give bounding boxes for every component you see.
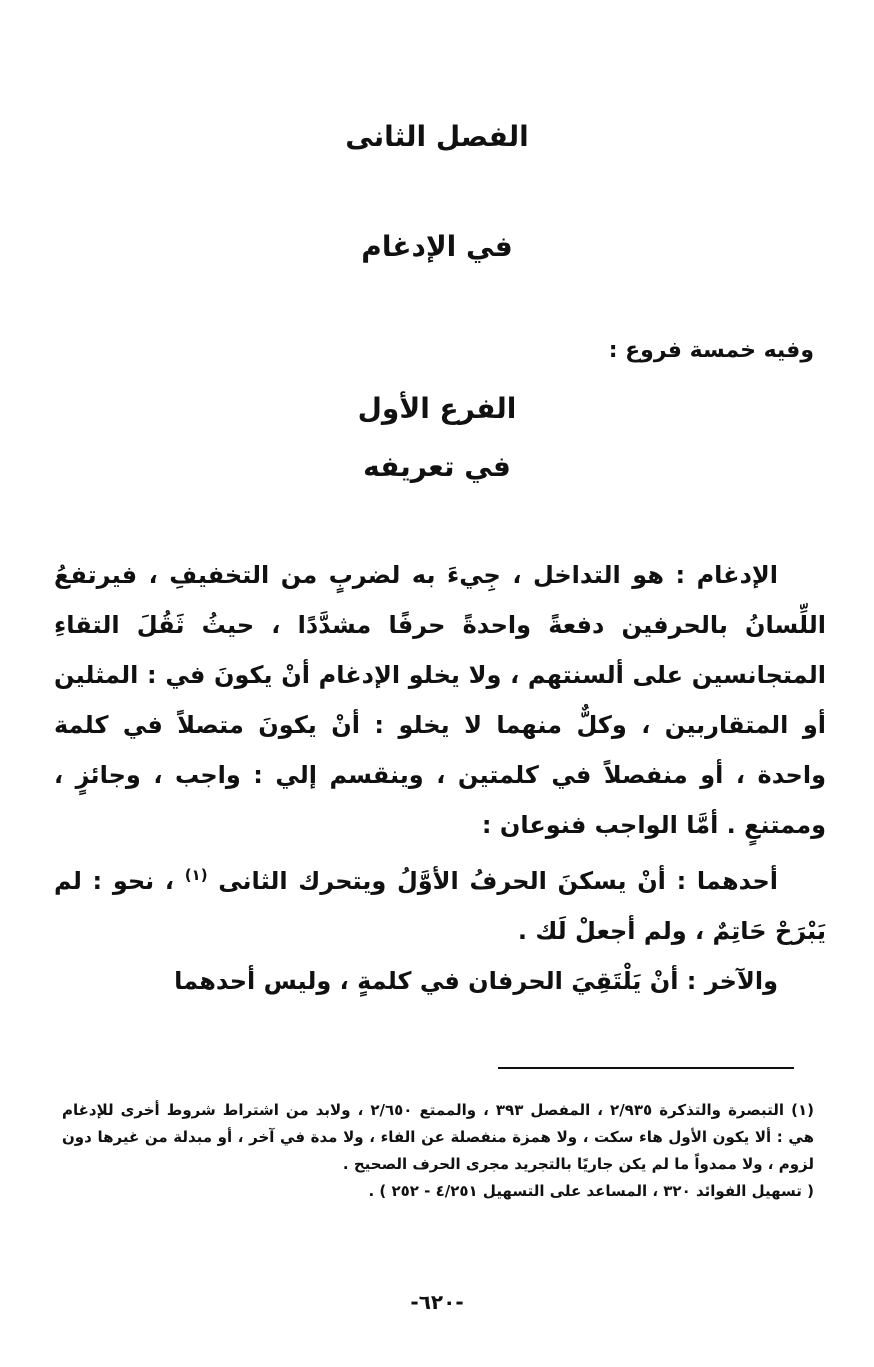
paragraph-first-type	[54, 850, 826, 956]
paragraph-second-type: والآخر : أنْ يَلْتَقِيَ الحرفان في كلمةٍ ، وليس أحدهما	[174, 967, 778, 995]
first-type-example: ، نحو : لم يَبْرَحْ حَاتِمٌ ، ولم أجعلْ لَك .	[54, 867, 826, 945]
branch-subtitle: في تعريفه	[363, 450, 511, 483]
chapter-subtitle: في الإدغام	[361, 230, 513, 263]
paragraph-definition: الإدغام : هو التداخل ، جِيءَ به لضربٍ من التخفيفِ ، فيرتفعُ اللِّسانُ بالحرفين دفعةً واحدةً حرفًا مشدَّدًا ، حيثُ ثَقُلَ التقاءِ المتجانسين على ألسنتهم ، ولا يخلو الإدغام أنْ يكونَ في : المثلين أو المتقاربين ، وكلٌّ منهما لا يخلو : أنْ يكونَ متصلاً في كلمة واحدة ، أو منفصلاً في كلمتين ، وينقسم إلي : واجب ، وجائزٍ ، وممتنعٍ . أمَّا الواجب فنوعان :	[54, 561, 826, 839]
footnote-divider	[498, 1067, 794, 1069]
branch-title: الفرع الأول	[357, 392, 517, 425]
first-type-text: أحدهما : أنْ يسكنَ الحرفُ الأوَّلُ ويتحرك الثانى	[218, 867, 779, 895]
footnotes	[62, 1097, 814, 1205]
body-text	[54, 550, 826, 1006]
page-number: -٦٢٠-	[410, 1290, 464, 1314]
footnote-1: (١) التبصرة والتذكرة ٢/٩٣٥ ، المفصل ٣٩٣ ، والممتع ٢/٦٥٠ ، ولابد من اشتراط شروط أخرى للإدغام هي : ألا يكون الأول هاء سكت ، ولا همزة منفصلة عن الفاء ، ولا مدة في آخر ، أو مبدلة من غيرها دون لزوم ، ولا ممدواً ما لم يكن جاريًا بالتجريد مجرى الحرف الصحيح .	[62, 1101, 814, 1173]
footnote-reference: (١)	[184, 866, 208, 884]
footnote-1-sources: ( تسهيل الفوائد ٣٢٠ ، المساعد على التسهيل ٤/٢٥١ - ٢٥٢ ) .	[368, 1182, 814, 1200]
chapter-title: الفصل الثانى	[345, 120, 529, 153]
section-intro: وفيه خمسة فروع :	[608, 338, 814, 363]
